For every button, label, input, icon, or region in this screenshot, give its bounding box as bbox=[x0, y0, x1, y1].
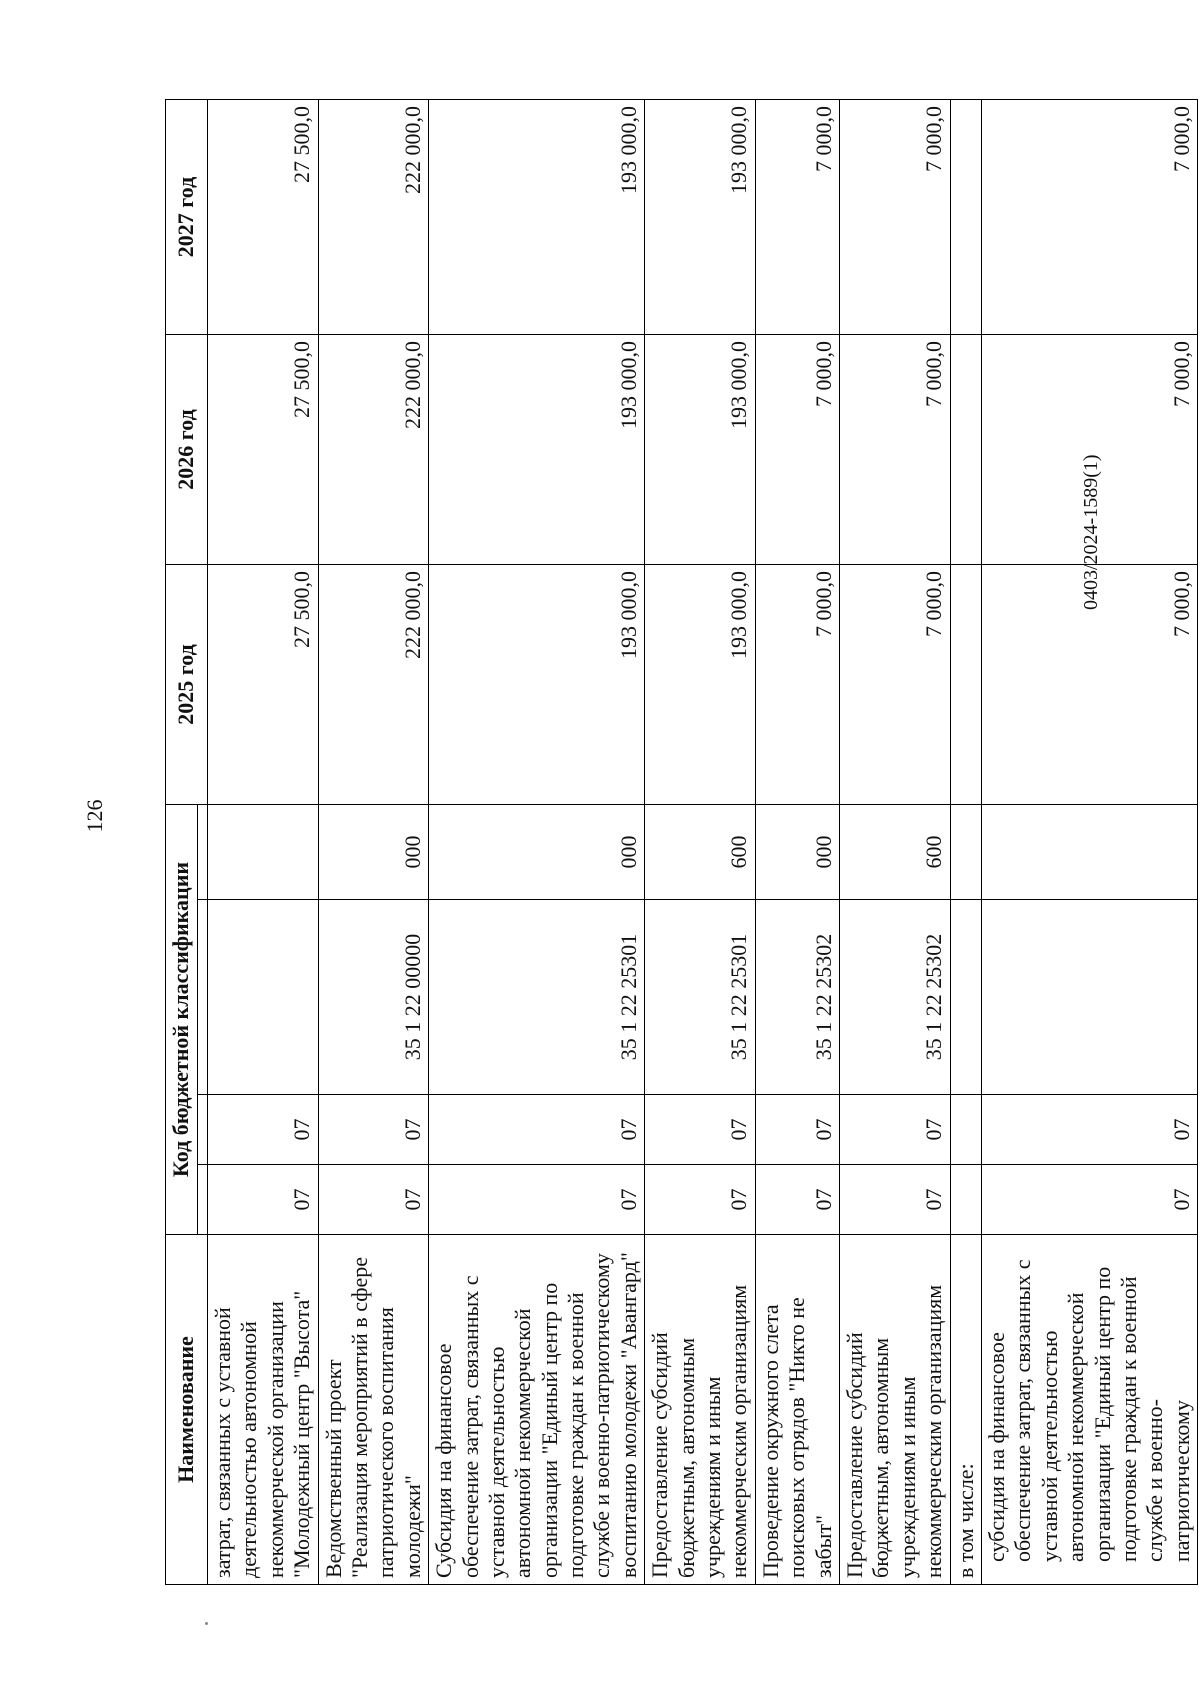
row-name: Проведение окружного слета поисковых отрядов "Никто не забыт" bbox=[755, 1235, 839, 1585]
table-header-row bbox=[166, 100, 198, 1585]
row-code-2: 07 bbox=[755, 1095, 839, 1165]
row-code-2: 07 bbox=[981, 1095, 1197, 1165]
table-row bbox=[208, 100, 319, 1585]
row-code-1: 07 bbox=[839, 1165, 950, 1235]
row-code-4: 600 bbox=[839, 805, 950, 900]
row-2025: 7 000,0 bbox=[839, 565, 950, 805]
row-code-1: 07 bbox=[429, 1165, 645, 1235]
row-2027: 7 000,0 bbox=[981, 100, 1197, 335]
row-code-3 bbox=[208, 900, 319, 1095]
row-2026: 7 000,0 bbox=[981, 335, 1197, 565]
row-code-3: 35 1 22 25301 bbox=[429, 900, 645, 1095]
row-code-1: 07 bbox=[318, 1165, 429, 1235]
row-2025: 7 000,0 bbox=[981, 565, 1197, 805]
page-number: 126 bbox=[82, 799, 107, 833]
row-2027: 7 000,0 bbox=[839, 100, 950, 335]
row-name: в том числе: bbox=[950, 1235, 981, 1585]
header-code-group: Код бюджетной классификации bbox=[166, 805, 198, 1235]
row-2026: 7 000,0 bbox=[839, 335, 950, 565]
budget-table bbox=[165, 99, 1198, 1585]
row-code-2: 07 bbox=[645, 1095, 756, 1165]
row-code-4 bbox=[950, 805, 981, 900]
row-code-2 bbox=[950, 1095, 981, 1165]
row-code-3: 35 1 22 25302 bbox=[755, 900, 839, 1095]
row-2025: 7 000,0 bbox=[755, 565, 839, 805]
row-name: Субсидия на финансовое обеспечение затрат, связанных с уставной деятельностью автономной некоммерческой организации "Единый центр по подготовке граждан к военной службе и военно-патриотическому воспитанию молодежи "Авангард" bbox=[429, 1235, 645, 1585]
header-code-1 bbox=[198, 1165, 208, 1235]
table-row bbox=[645, 100, 756, 1585]
row-code-4 bbox=[208, 805, 319, 900]
table-row bbox=[950, 100, 981, 1585]
header-2026: 2026 год bbox=[166, 335, 208, 565]
row-code-3: 35 1 22 00000 bbox=[318, 900, 429, 1095]
row-2025 bbox=[950, 565, 981, 805]
row-2026 bbox=[950, 335, 981, 565]
row-code-3: 35 1 22 25302 bbox=[839, 900, 950, 1095]
table-row bbox=[318, 100, 429, 1585]
row-code-1: 07 bbox=[981, 1165, 1197, 1235]
row-code-2: 07 bbox=[208, 1095, 319, 1165]
row-2026: 27 500,0 bbox=[208, 335, 319, 565]
row-code-1: 07 bbox=[208, 1165, 319, 1235]
header-2027: 2027 год bbox=[166, 100, 208, 335]
header-code-4 bbox=[198, 805, 208, 900]
row-code-3 bbox=[950, 900, 981, 1095]
row-code-4: 000 bbox=[429, 805, 645, 900]
row-2025: 222 000,0 bbox=[318, 565, 429, 805]
row-code-4: 600 bbox=[645, 805, 756, 900]
row-code-3 bbox=[981, 900, 1197, 1095]
row-2027: 27 500,0 bbox=[208, 100, 319, 335]
row-2027: 193 000,0 bbox=[645, 100, 756, 335]
row-2026: 193 000,0 bbox=[429, 335, 645, 565]
header-2025: 2025 год bbox=[166, 565, 208, 805]
row-code-3: 35 1 22 25301 bbox=[645, 900, 756, 1095]
row-code-4 bbox=[981, 805, 1197, 900]
header-name: Наименование bbox=[166, 1235, 208, 1585]
header-code-3 bbox=[198, 900, 208, 1095]
row-2026: 222 000,0 bbox=[318, 335, 429, 565]
row-2026: 193 000,0 bbox=[645, 335, 756, 565]
row-2027 bbox=[950, 100, 981, 335]
row-name: Предоставление субсидий бюджетным, автономным учреждениям и иным некоммерческим организациям bbox=[839, 1235, 950, 1585]
row-2027: 7 000,0 bbox=[755, 100, 839, 335]
row-2026: 7 000,0 bbox=[755, 335, 839, 565]
row-2025: 27 500,0 bbox=[208, 565, 319, 805]
document-code: 0403/2024-1589(1) bbox=[1080, 454, 1102, 610]
row-code-1: 07 bbox=[755, 1165, 839, 1235]
scan-speck bbox=[205, 1622, 208, 1625]
row-code-2: 07 bbox=[318, 1095, 429, 1165]
row-2025: 193 000,0 bbox=[645, 565, 756, 805]
row-code-2: 07 bbox=[839, 1095, 950, 1165]
row-name: затрат, связанных с уставной деятельностью автономной некоммерческой организации "Молодежный центр "Высота" bbox=[208, 1235, 319, 1585]
row-code-1: 07 bbox=[645, 1165, 756, 1235]
header-code-2 bbox=[198, 1095, 208, 1165]
row-2027: 193 000,0 bbox=[429, 100, 645, 335]
row-code-4: 000 bbox=[755, 805, 839, 900]
row-2027: 222 000,0 bbox=[318, 100, 429, 335]
table-row bbox=[755, 100, 839, 1585]
row-name: субсидия на финансовое обеспечение затрат, связанных с уставной деятельностью автономной некоммерческой организации "Единый центр по подготовке граждан к военной службе и военно-патриотическому bbox=[981, 1235, 1197, 1585]
row-name: Ведомственный проект "Реализация мероприятий в сфере патриотического воспитания молодежи" bbox=[318, 1235, 429, 1585]
table-row bbox=[839, 100, 950, 1585]
row-code-2: 07 bbox=[429, 1095, 645, 1165]
row-name: Предоставление субсидий бюджетным, автономным учреждениям и иным некоммерческим организациям bbox=[645, 1235, 756, 1585]
row-2025: 193 000,0 bbox=[429, 565, 645, 805]
table-row bbox=[981, 100, 1197, 1585]
row-code-1 bbox=[950, 1165, 981, 1235]
table-row bbox=[429, 100, 645, 1585]
row-code-4: 000 bbox=[318, 805, 429, 900]
